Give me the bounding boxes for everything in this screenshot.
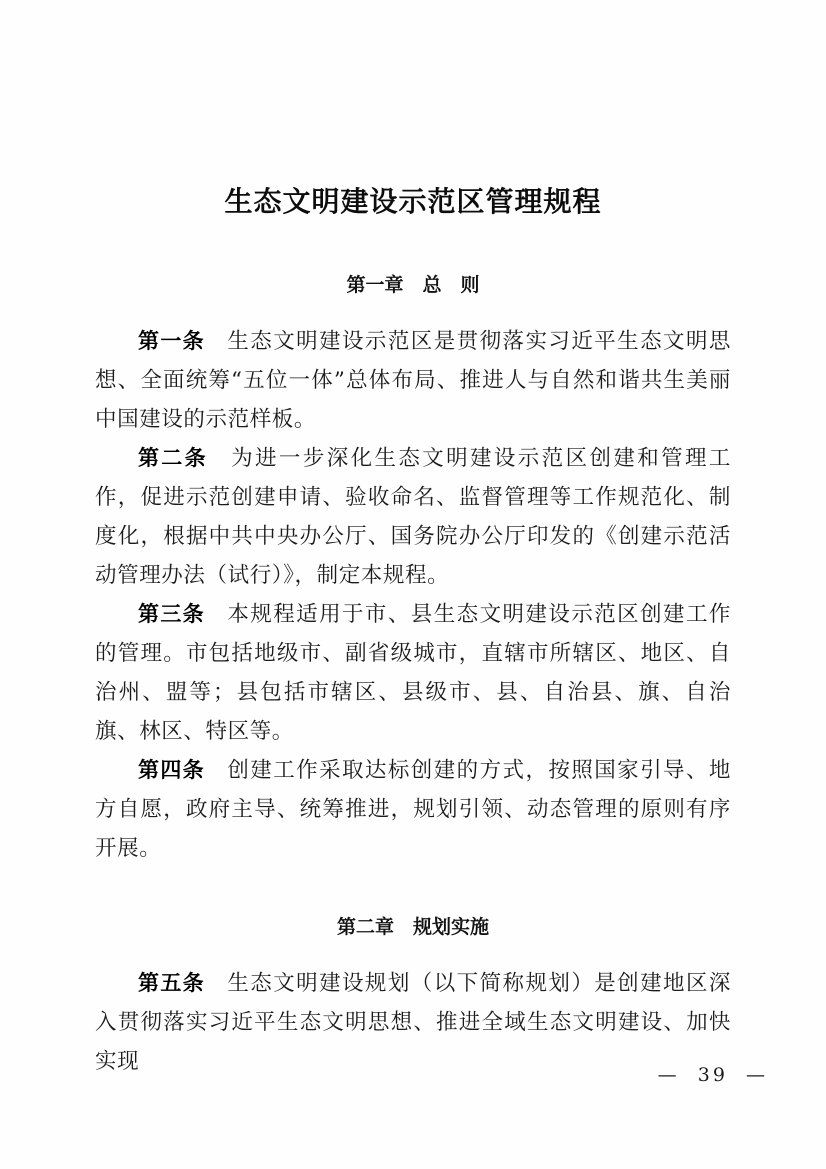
article-text-4: 创建工作采取达标创建的方式，按照国家引导、地方自愿，政府主导、统筹推进，规划引领、动态管理的原则有序开展。 bbox=[95, 758, 732, 861]
article-label-2: 第二条 bbox=[138, 446, 208, 470]
article-paragraph bbox=[95, 595, 731, 751]
article-label-3: 第三条 bbox=[138, 602, 205, 626]
article-text-3: 本规程适用于市、县生态文明建设示范区创建工作的管理。市包括地级市、副省级城市，直辖市所辖区、地区、自治州、盟等；县包括市辖区、县级市、县、自治县、旗、自治旗、林区、特区等。 bbox=[95, 602, 732, 744]
article-label-1: 第一条 bbox=[138, 329, 205, 353]
page-content bbox=[95, 176, 731, 1081]
chapter-heading-1: 第一章 总 则 bbox=[346, 274, 480, 296]
article-paragraph bbox=[95, 964, 731, 1081]
article-paragraph bbox=[95, 751, 731, 868]
article-paragraph bbox=[95, 322, 731, 439]
article-label-5: 第五条 bbox=[138, 971, 205, 995]
page-title: 生态文明建设示范区管理规程 bbox=[224, 185, 602, 218]
article-label-4: 第四条 bbox=[138, 758, 205, 782]
page-number-footer: — 39 — bbox=[657, 1064, 768, 1086]
article-text-5: 生态文明建设规划（以下简称规划）是创建地区深入贯彻落实习近平生态文明思想、推进全域生态文明建设、加快实现 bbox=[95, 971, 732, 1074]
article-text-2: 为进一步深化生态文明建设示范区创建和管理工作，促进示范创建申请、验收命名、监督管理等工作规范化、制度化，根据中共中央办公厅、国务院办公厅印发的《创建示范活动管理办法（试行）》，制定本规程。 bbox=[95, 446, 731, 588]
article-text-1: 生态文明建设示范区是贯彻落实习近平生态文明思想、全面统筹“五位一体”总体布局、推进人与自然和谐共生美丽中国建设的示范样板。 bbox=[95, 329, 732, 432]
chapter-heading-2: 第二章 规划实施 bbox=[336, 916, 489, 938]
article-paragraph bbox=[95, 439, 731, 595]
